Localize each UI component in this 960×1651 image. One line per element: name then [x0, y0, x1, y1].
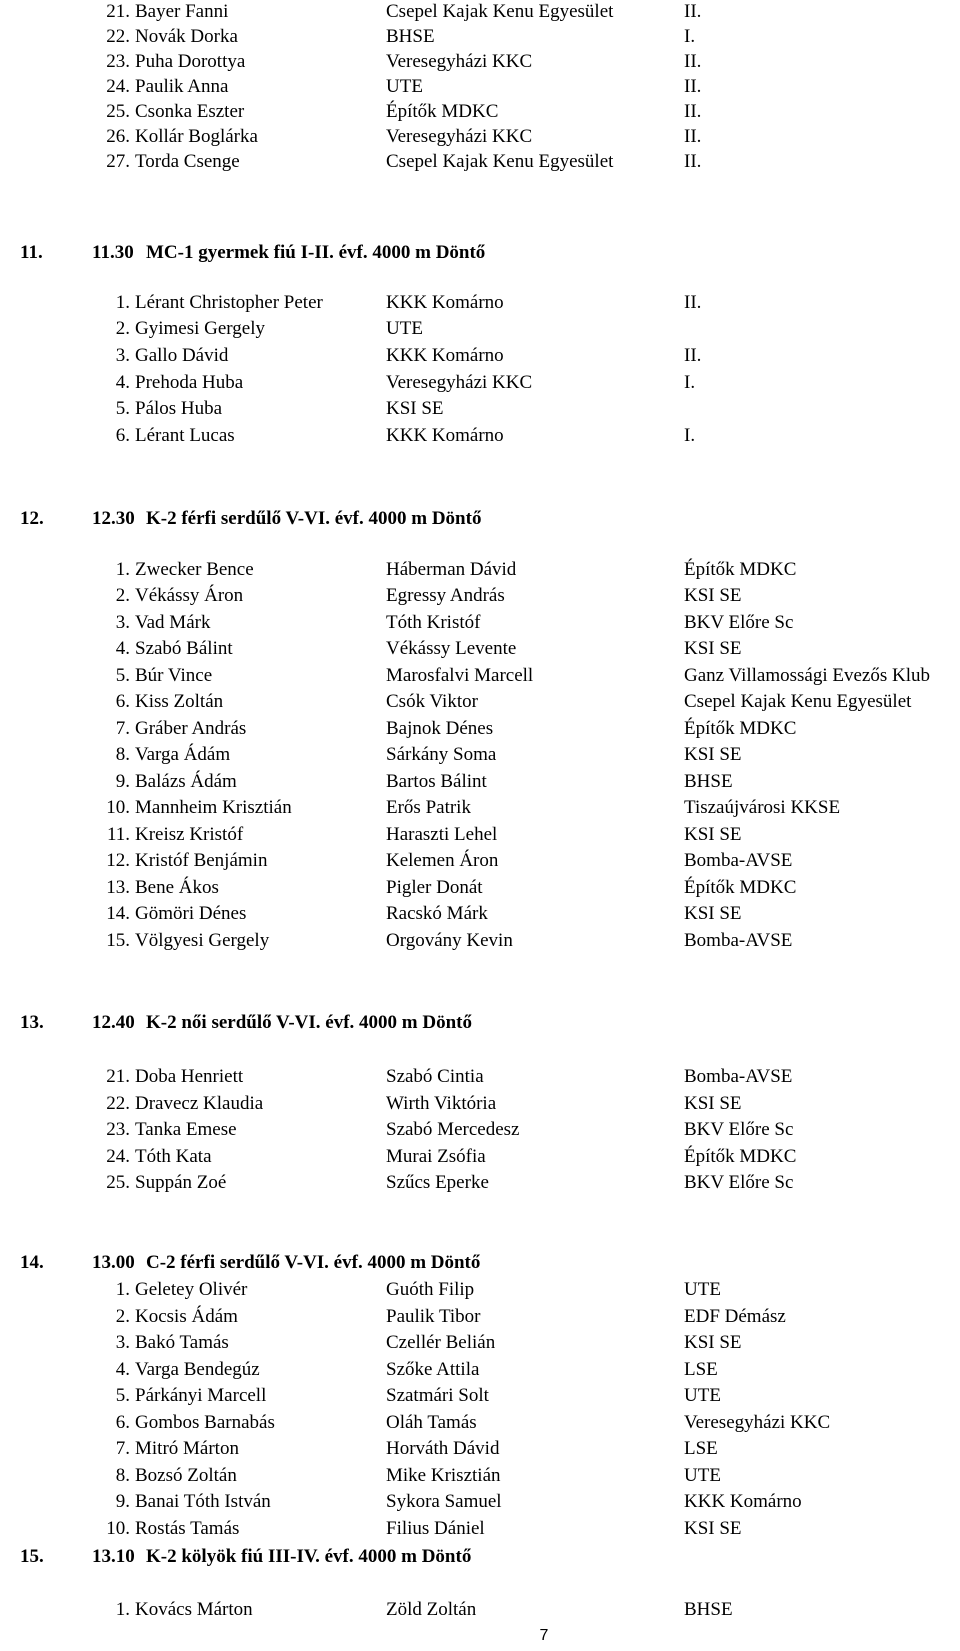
club-name: EDF Démász — [684, 1306, 786, 1327]
club-name: Csepel Kajak Kenu Egyesület — [684, 691, 912, 712]
place-number: 1. — [115, 1599, 130, 1620]
place-number: 27. — [106, 151, 130, 172]
club-name: LSE — [684, 1359, 718, 1380]
place-number: 9. — [115, 1491, 130, 1512]
partner-name: Vékássy Levente — [386, 638, 517, 659]
competitor-name: Kollár Boglárka — [135, 126, 258, 147]
partner-name: Mike Krisztián — [386, 1465, 501, 1486]
competitor-name: Lérant Lucas — [135, 425, 235, 446]
competitor-name: Suppán Zoé — [135, 1172, 227, 1193]
place-number: 4. — [115, 638, 130, 659]
competitor-name: Mannheim Krisztián — [135, 797, 292, 818]
competitor-name: Kovács Márton — [135, 1599, 253, 1620]
club-name: KKK Komárno — [386, 425, 504, 446]
class-label: II. — [684, 1, 702, 22]
place-number: 21. — [106, 1066, 130, 1087]
partner-name: Oláh Tamás — [386, 1412, 477, 1433]
club-name: Bomba-AVSE — [684, 930, 793, 951]
club-name: UTE — [386, 76, 423, 97]
place-number: 22. — [106, 1093, 130, 1114]
event-time: 11.30 — [92, 242, 134, 263]
place-number: 11. — [106, 824, 130, 845]
competitor-name: Varga Ádám — [135, 744, 231, 765]
competitor-name: Puha Dorottya — [135, 51, 246, 72]
club-name: LSE — [684, 1438, 718, 1459]
club-name: UTE — [684, 1385, 721, 1406]
partner-name: Czellér Belián — [386, 1332, 496, 1353]
event-title: C-2 férfi serdűlő V-VI. évf. 4000 m Döntő — [146, 1252, 481, 1273]
place-number: 13. — [106, 877, 130, 898]
competitor-name: Gallo Dávid — [135, 345, 229, 366]
place-number: 23. — [106, 1119, 130, 1140]
place-number: 7. — [115, 718, 130, 739]
class-label: I. — [684, 26, 696, 47]
partner-name: Háberman Dávid — [386, 559, 517, 580]
competitor-name: Novák Dorka — [135, 26, 238, 47]
class-label: I. — [684, 372, 696, 393]
place-number: 3. — [115, 345, 130, 366]
competitor-name: Dravecz Klaudia — [135, 1093, 264, 1114]
event-title: K-2 női serdűlő V-VI. évf. 4000 m Döntő — [146, 1012, 472, 1033]
place-number: 23. — [106, 51, 130, 72]
competitor-name: Szabó Bálint — [135, 638, 233, 659]
place-number: 6. — [115, 425, 130, 446]
place-number: 10. — [106, 1518, 130, 1539]
place-number: 7. — [115, 1438, 130, 1459]
club-name: KKK Komárno — [386, 345, 504, 366]
event-title: K-2 kölyök fiú III-IV. évf. 4000 m Döntő — [146, 1546, 472, 1567]
event-number: 13. — [20, 1012, 44, 1033]
event-number: 11. — [20, 242, 43, 263]
club-name: BKV Előre Sc — [684, 1119, 794, 1140]
class-label: II. — [684, 151, 702, 172]
class-label: II. — [684, 101, 702, 122]
competitor-name: Varga Bendegúz — [135, 1359, 260, 1380]
class-label: II. — [684, 51, 702, 72]
club-name: Építők MDKC — [684, 877, 797, 898]
club-name: Ganz Villamossági Evezős Klub — [684, 665, 930, 686]
competitor-name: Balázs Ádám — [135, 771, 237, 792]
competitor-name: Lérant Christopher Peter — [135, 292, 323, 313]
place-number: 5. — [115, 1385, 130, 1406]
page-number: 7 — [539, 1627, 549, 1644]
event-time: 12.40 — [92, 1012, 135, 1033]
partner-name: Racskó Márk — [386, 903, 488, 924]
place-number: 6. — [115, 691, 130, 712]
place-number: 15. — [106, 930, 130, 951]
partner-name: Zöld Zoltán — [386, 1599, 477, 1620]
partner-name: Csók Viktor — [386, 691, 478, 712]
partner-name: Guóth Filip — [386, 1279, 475, 1300]
place-number: 26. — [106, 126, 130, 147]
competitor-name: Doba Henriett — [135, 1066, 244, 1087]
competitor-name: Geletey Olivér — [135, 1279, 248, 1300]
place-number: 8. — [115, 744, 130, 765]
club-name: BHSE — [386, 26, 435, 47]
partner-name: Orgovány Kevin — [386, 930, 513, 951]
event-time: 13.10 — [92, 1546, 135, 1567]
partner-name: Bajnok Dénes — [386, 718, 494, 739]
club-name: KSI SE — [684, 638, 742, 659]
place-number: 21. — [106, 1, 130, 22]
club-name: KSI SE — [684, 824, 742, 845]
place-number: 1. — [115, 559, 130, 580]
partner-name: Murai Zsófia — [386, 1146, 486, 1167]
competitor-name: Bayer Fanni — [135, 1, 229, 22]
partner-name: Szőke Attila — [386, 1359, 480, 1380]
club-name: Csepel Kajak Kenu Egyesület — [386, 1, 614, 22]
place-number: 14. — [106, 903, 130, 924]
competitor-name: Gráber András — [135, 718, 247, 739]
place-number: 3. — [115, 1332, 130, 1353]
place-number: 2. — [115, 1306, 130, 1327]
competitor-name: Prehoda Huba — [135, 372, 244, 393]
event-time: 12.30 — [92, 508, 135, 529]
club-name: BHSE — [684, 771, 733, 792]
club-name: KKK Komárno — [684, 1491, 802, 1512]
place-number: 6. — [115, 1412, 130, 1433]
place-number: 2. — [115, 585, 130, 606]
partner-name: Bartos Bálint — [386, 771, 487, 792]
partner-name: Sárkány Soma — [386, 744, 497, 765]
club-name: Veresegyházi KKC — [386, 372, 533, 393]
class-label: II. — [684, 126, 702, 147]
place-number: 24. — [106, 76, 130, 97]
club-name: BHSE — [684, 1599, 733, 1620]
place-number: 4. — [115, 1359, 130, 1380]
competitor-name: Gömöri Dénes — [135, 903, 247, 924]
competitor-name: Csonka Eszter — [135, 101, 245, 122]
competitor-name: Torda Csenge — [135, 151, 240, 172]
club-name: KSI SE — [386, 398, 444, 419]
place-number: 22. — [106, 26, 130, 47]
place-number: 5. — [115, 665, 130, 686]
competitor-name: Párkányi Marcell — [135, 1385, 267, 1406]
partner-name: Sykora Samuel — [386, 1491, 502, 1512]
class-label: II. — [684, 345, 702, 366]
competitor-name: Pálos Huba — [135, 398, 223, 419]
club-name: Csepel Kajak Kenu Egyesület — [386, 151, 614, 172]
competitor-name: Banai Tóth István — [135, 1491, 271, 1512]
partner-name: Szabó Cintia — [386, 1066, 484, 1087]
competitor-name: Zwecker Bence — [135, 559, 254, 580]
partner-name: Kelemen Áron — [386, 850, 499, 871]
partner-name: Filius Dániel — [386, 1518, 485, 1539]
club-name: KSI SE — [684, 903, 742, 924]
place-number: 25. — [106, 101, 130, 122]
competitor-name: Gombos Barnabás — [135, 1412, 275, 1433]
place-number: 5. — [115, 398, 130, 419]
partner-name: Szatmári Solt — [386, 1385, 489, 1406]
competitor-name: Paulik Anna — [135, 76, 229, 97]
club-name: Építők MDKC — [684, 718, 797, 739]
competitor-name: Mitró Márton — [135, 1438, 239, 1459]
club-name: KSI SE — [684, 1093, 742, 1114]
partner-name: Szabó Mercedesz — [386, 1119, 520, 1140]
club-name: KKK Komárno — [386, 292, 504, 313]
event-title: MC-1 gyermek fiú I-II. évf. 4000 m Döntő — [146, 242, 486, 263]
partner-name: Haraszti Lehel — [386, 824, 498, 845]
club-name: Bomba-AVSE — [684, 850, 793, 871]
partner-name: Marosfalvi Marcell — [386, 665, 534, 686]
partner-name: Horváth Dávid — [386, 1438, 500, 1459]
club-name: KSI SE — [684, 585, 742, 606]
partner-name: Erős Patrik — [386, 797, 471, 818]
partner-name: Egressy András — [386, 585, 505, 606]
partner-name: Pigler Donát — [386, 877, 483, 898]
partner-name: Paulik Tibor — [386, 1306, 481, 1327]
competitor-name: Vékássy Áron — [135, 585, 244, 606]
club-name: Építők MDKC — [386, 101, 499, 122]
place-number: 10. — [106, 797, 130, 818]
club-name: UTE — [684, 1465, 721, 1486]
club-name: Veresegyházi KKC — [684, 1412, 831, 1433]
competitor-name: Tóth Kata — [135, 1146, 212, 1167]
club-name: BKV Előre Sc — [684, 612, 794, 633]
competitor-name: Tanka Emese — [135, 1119, 237, 1140]
club-name: KSI SE — [684, 744, 742, 765]
class-label: I. — [684, 425, 696, 446]
competitor-name: Búr Vince — [135, 665, 213, 686]
club-name: KSI SE — [684, 1332, 742, 1353]
club-name: KSI SE — [684, 1518, 742, 1539]
partner-name: Wirth Viktória — [386, 1093, 497, 1114]
competitor-name: Gyimesi Gergely — [135, 318, 265, 339]
event-number: 12. — [20, 508, 44, 529]
class-label: II. — [684, 292, 702, 313]
competitor-name: Kristóf Benjámin — [135, 850, 268, 871]
competitor-name: Bene Ákos — [135, 877, 219, 898]
competitor-name: Bozsó Zoltán — [135, 1465, 237, 1486]
club-name: Építők MDKC — [684, 559, 797, 580]
class-label: II. — [684, 76, 702, 97]
place-number: 1. — [115, 1279, 130, 1300]
competitor-name: Völgyesi Gergely — [135, 930, 270, 951]
competitor-name: Rostás Tamás — [135, 1518, 240, 1539]
competitor-name: Vad Márk — [135, 612, 211, 633]
partner-name: Szűcs Eperke — [386, 1172, 489, 1193]
club-name: Veresegyházi KKC — [386, 51, 533, 72]
club-name: Tiszaújvárosi KKSE — [684, 797, 841, 818]
place-number: 2. — [115, 318, 130, 339]
club-name: UTE — [684, 1279, 721, 1300]
club-name: BKV Előre Sc — [684, 1172, 794, 1193]
club-name: Építők MDKC — [684, 1146, 797, 1167]
event-number: 15. — [20, 1546, 44, 1567]
club-name: UTE — [386, 318, 423, 339]
competitor-name: Kiss Zoltán — [135, 691, 224, 712]
competitor-name: Bakó Tamás — [135, 1332, 229, 1353]
partner-name: Tóth Kristóf — [386, 612, 481, 633]
club-name: Bomba-AVSE — [684, 1066, 793, 1087]
place-number: 3. — [115, 612, 130, 633]
place-number: 8. — [115, 1465, 130, 1486]
event-title: K-2 férfi serdűlő V-VI. évf. 4000 m Döntő — [146, 508, 482, 529]
competitor-name: Kocsis Ádám — [135, 1306, 238, 1327]
place-number: 12. — [106, 850, 130, 871]
place-number: 4. — [115, 372, 130, 393]
event-number: 14. — [20, 1252, 44, 1273]
competitor-name: Kreisz Kristóf — [135, 824, 244, 845]
club-name: Veresegyházi KKC — [386, 126, 533, 147]
place-number: 25. — [106, 1172, 130, 1193]
event-time: 13.00 — [92, 1252, 135, 1273]
place-number: 24. — [106, 1146, 130, 1167]
place-number: 9. — [115, 771, 130, 792]
place-number: 1. — [115, 292, 130, 313]
